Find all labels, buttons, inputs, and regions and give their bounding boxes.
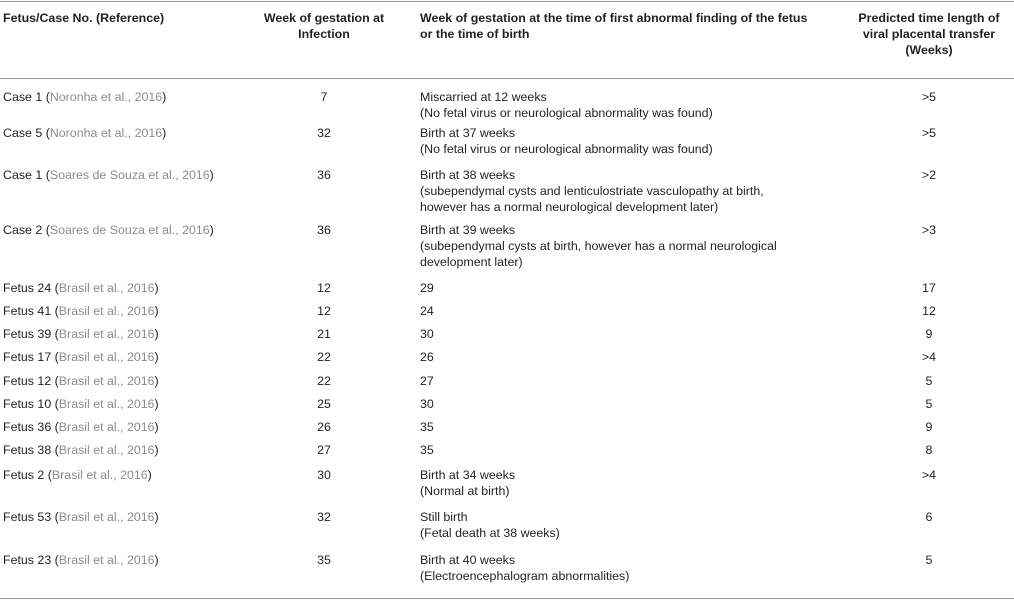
finding-note-continued: however has a normal neurological development later) bbox=[420, 200, 719, 214]
reference-link[interactable]: Brasil et al., 2016 bbox=[58, 397, 155, 411]
case-label: Fetus 12 bbox=[3, 374, 52, 388]
case-cell: Case 5 (Noronha et al., 2016) bbox=[3, 126, 167, 140]
transfer-length-cell: >3 bbox=[921, 223, 937, 237]
infection-week-cell: 12 bbox=[317, 281, 331, 295]
finding-note-continued: development later) bbox=[420, 255, 523, 269]
finding-text: 26 bbox=[420, 350, 434, 364]
reference-link[interactable]: Brasil et al., 2016 bbox=[58, 420, 155, 434]
finding-cell bbox=[420, 89, 820, 121]
infection-week-cell: 25 bbox=[317, 397, 331, 411]
reference-link[interactable]: Brasil et al., 2016 bbox=[58, 510, 155, 524]
infection-week-cell: 32 bbox=[317, 510, 331, 524]
finding-text: Miscarried at 12 weeks bbox=[420, 90, 547, 104]
infection-week-cell: 27 bbox=[317, 443, 331, 457]
case-label: Fetus 24 bbox=[3, 281, 52, 295]
transfer-length-cell: 8 bbox=[925, 443, 933, 457]
finding-text: 24 bbox=[420, 304, 434, 318]
finding-cell bbox=[420, 373, 820, 389]
finding-cell bbox=[420, 167, 820, 215]
finding-note: (Normal at birth) bbox=[420, 484, 510, 498]
finding-note: (Electroencephalogram abnormalities) bbox=[420, 569, 630, 583]
finding-text: Birth at 34 weeks bbox=[420, 468, 516, 482]
header-infection-week: Week of gestation at Infection bbox=[263, 11, 385, 41]
finding-cell bbox=[420, 280, 820, 296]
transfer-length-cell: 9 bbox=[925, 420, 933, 434]
finding-text: 30 bbox=[420, 397, 434, 411]
case-label: Fetus 36 bbox=[3, 420, 52, 434]
infection-week-cell: 21 bbox=[317, 327, 331, 341]
infection-week-cell: 35 bbox=[317, 553, 331, 567]
finding-text: 30 bbox=[420, 327, 434, 341]
finding-text: 27 bbox=[420, 374, 434, 388]
case-cell: Fetus 23 (Brasil et al., 2016) bbox=[3, 553, 159, 567]
transfer-length-cell: 9 bbox=[925, 327, 933, 341]
case-cell: Fetus 39 (Brasil et al., 2016) bbox=[3, 327, 159, 341]
case-cell: Fetus 2 (Brasil et al., 2016) bbox=[3, 468, 152, 482]
case-cell: Case 1 (Soares de Souza et al., 2016) bbox=[3, 168, 214, 182]
case-label: Fetus 10 bbox=[3, 397, 52, 411]
finding-note: (No fetal virus or neurological abnormality was found) bbox=[420, 142, 713, 156]
finding-cell bbox=[420, 396, 820, 412]
finding-note: (Fetal death at 38 weeks) bbox=[420, 526, 560, 540]
finding-cell bbox=[420, 326, 820, 342]
case-cell: Fetus 53 (Brasil et al., 2016) bbox=[3, 510, 159, 524]
infection-week-cell: 7 bbox=[320, 90, 328, 104]
case-label: Fetus 41 bbox=[3, 304, 52, 318]
reference-link[interactable]: Brasil et al., 2016 bbox=[51, 468, 148, 482]
reference-link[interactable]: Brasil et al., 2016 bbox=[58, 443, 155, 457]
infection-week-cell: 22 bbox=[317, 350, 331, 364]
header-transfer-length: Predicted time length of viral placental transfer (Weeks) bbox=[858, 11, 1000, 57]
infection-week-cell: 12 bbox=[317, 304, 331, 318]
finding-note: (subependymal cysts at birth, however has a normal neurological bbox=[420, 239, 777, 253]
infection-week-cell: 32 bbox=[317, 126, 331, 140]
case-cell: Fetus 17 (Brasil et al., 2016) bbox=[3, 350, 159, 364]
case-cell: Fetus 24 (Brasil et al., 2016) bbox=[3, 281, 159, 295]
reference-link[interactable]: Soares de Souza et al., 2016 bbox=[49, 223, 210, 237]
infection-week-cell: 36 bbox=[317, 223, 331, 237]
case-label: Fetus 39 bbox=[3, 327, 52, 341]
transfer-length-cell: 17 bbox=[922, 281, 936, 295]
finding-text: 35 bbox=[420, 443, 434, 457]
finding-cell bbox=[420, 552, 820, 584]
finding-note: (No fetal virus or neurological abnormality was found) bbox=[420, 106, 713, 120]
table-bottom-rule bbox=[0, 598, 1014, 599]
finding-text: 29 bbox=[420, 281, 434, 295]
case-label: Fetus 2 bbox=[3, 468, 45, 482]
transfer-length-cell: >4 bbox=[921, 350, 937, 364]
infection-week-cell: 36 bbox=[317, 168, 331, 182]
reference-link[interactable]: Soares de Souza et al., 2016 bbox=[49, 168, 210, 182]
reference-link[interactable]: Brasil et al., 2016 bbox=[58, 304, 155, 318]
case-label: Case 1 bbox=[3, 90, 43, 104]
case-cell: Fetus 41 (Brasil et al., 2016) bbox=[3, 304, 159, 318]
finding-text: Birth at 40 weeks bbox=[420, 553, 516, 567]
case-cell: Case 1 (Noronha et al., 2016) bbox=[3, 90, 167, 104]
header-bottom-rule bbox=[0, 78, 1014, 79]
reference-link[interactable]: Brasil et al., 2016 bbox=[58, 374, 155, 388]
infection-week-cell: 22 bbox=[317, 374, 331, 388]
transfer-length-cell: 5 bbox=[925, 553, 933, 567]
transfer-length-cell: >5 bbox=[921, 126, 937, 140]
case-cell: Fetus 38 (Brasil et al., 2016) bbox=[3, 443, 159, 457]
case-label: Fetus 53 bbox=[3, 510, 52, 524]
reference-link[interactable]: Noronha et al., 2016 bbox=[49, 90, 163, 104]
case-label: Case 2 bbox=[3, 223, 43, 237]
finding-text: Still birth bbox=[420, 510, 468, 524]
transfer-length-cell: >5 bbox=[921, 90, 937, 104]
case-cell: Fetus 12 (Brasil et al., 2016) bbox=[3, 374, 159, 388]
infection-week-cell: 26 bbox=[317, 420, 331, 434]
header-finding-week: Week of gestation at the time of first abnormal finding of the fetus or the time of birth bbox=[420, 11, 808, 41]
finding-cell bbox=[420, 467, 820, 499]
header-case: Fetus/Case No. (Reference) bbox=[3, 11, 165, 25]
case-cell: Fetus 36 (Brasil et al., 2016) bbox=[3, 420, 159, 434]
case-label: Case 5 bbox=[3, 126, 43, 140]
case-label: Fetus 23 bbox=[3, 553, 52, 567]
transfer-length-cell: >4 bbox=[921, 468, 937, 482]
finding-cell bbox=[420, 509, 820, 541]
reference-link[interactable]: Brasil et al., 2016 bbox=[58, 350, 155, 364]
reference-link[interactable]: Brasil et al., 2016 bbox=[58, 281, 155, 295]
finding-cell bbox=[420, 222, 820, 270]
finding-text: 35 bbox=[420, 420, 434, 434]
finding-cell bbox=[420, 419, 820, 435]
transfer-length-cell: >2 bbox=[921, 168, 937, 182]
case-label: Case 1 bbox=[3, 168, 43, 182]
finding-text: Birth at 39 weeks bbox=[420, 223, 516, 237]
transfer-length-cell: 6 bbox=[925, 510, 933, 524]
transfer-length-cell: 12 bbox=[922, 304, 936, 318]
case-cell: Fetus 10 (Brasil et al., 2016) bbox=[3, 397, 159, 411]
finding-cell bbox=[420, 349, 820, 365]
finding-cell bbox=[420, 442, 820, 458]
table-top-rule bbox=[0, 1, 1014, 2]
finding-cell bbox=[420, 125, 820, 157]
infection-week-cell: 30 bbox=[317, 468, 331, 482]
case-label: Fetus 17 bbox=[3, 350, 52, 364]
finding-text: Birth at 37 weeks bbox=[420, 126, 516, 140]
finding-note: (subependymal cysts and lenticulostriate vasculopathy at birth, bbox=[420, 184, 764, 198]
finding-text: Birth at 38 weeks bbox=[420, 168, 516, 182]
transfer-length-cell: 5 bbox=[925, 374, 933, 388]
transfer-length-cell: 5 bbox=[925, 397, 933, 411]
case-cell: Case 2 (Soares de Souza et al., 2016) bbox=[3, 223, 214, 237]
case-label: Fetus 38 bbox=[3, 443, 52, 457]
reference-link[interactable]: Brasil et al., 2016 bbox=[58, 553, 155, 567]
finding-cell bbox=[420, 303, 820, 319]
reference-link[interactable]: Noronha et al., 2016 bbox=[49, 126, 163, 140]
reference-link[interactable]: Brasil et al., 2016 bbox=[58, 327, 155, 341]
